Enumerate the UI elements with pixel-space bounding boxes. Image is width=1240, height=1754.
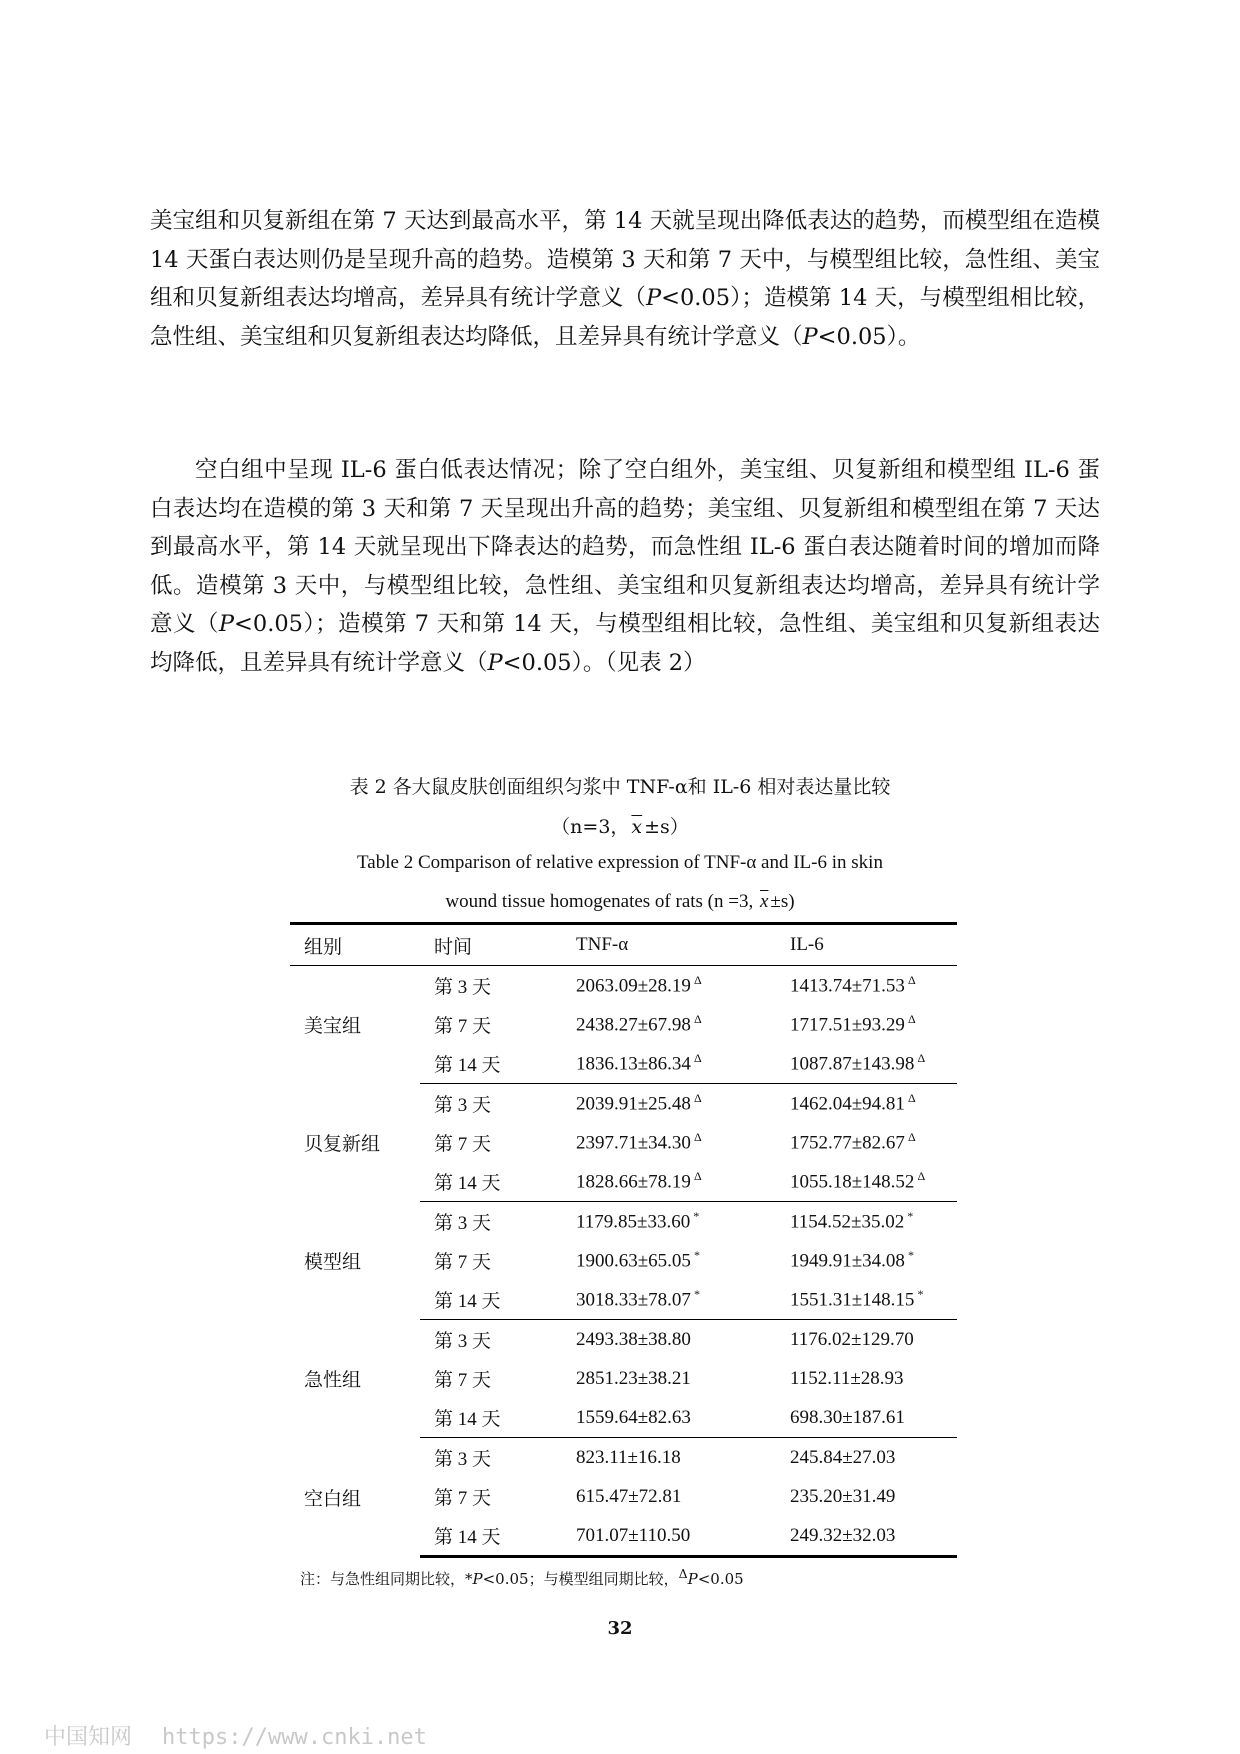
watermark-site: 中国知网 bbox=[44, 1725, 133, 1750]
group-name: 急性组 bbox=[304, 1370, 362, 1391]
group-name: 模型组 bbox=[304, 1252, 362, 1273]
il6-value: 1717.51±93.29 bbox=[790, 1014, 905, 1036]
p-value-symbol: P bbox=[645, 285, 662, 311]
tnf-cell bbox=[562, 1359, 776, 1398]
paragraph-text: 空白组中呈现 IL-6 蛋白低表达情况；除了空白组外，美宝组、贝复新组和模型组 IL-6 蛋白表达均在造模的第 3 天和第 7 天呈现出升高的趋势；美宝组、贝复新组和模型组在第 7 天达到最高水平，第 14 天就呈现出下降表达的趋势，而急性组 IL-6 蛋白表达随着时间的增加而降低。造模第 3 天中，与模型组比较，急性组、美宝组和贝复新组表达均增高，差异具有统计学意义（ bbox=[150, 457, 1100, 637]
time-cell: 第 7 天 bbox=[434, 1016, 492, 1037]
il6-cell bbox=[776, 1516, 957, 1557]
il6-value: 1462.04±94.81 bbox=[790, 1093, 905, 1115]
page-number: 32 bbox=[607, 1618, 633, 1639]
table-row bbox=[290, 966, 957, 1006]
significance-mark: Δ bbox=[693, 973, 702, 988]
table-caption-cn: 表 2 各大鼠皮肤创面组织匀浆中 TNF-α和 IL-6 相对表达量比较 bbox=[349, 776, 891, 798]
il6-value: 1752.77±82.67 bbox=[790, 1132, 905, 1154]
tnf-cell bbox=[562, 1516, 776, 1557]
group-section bbox=[290, 1202, 957, 1320]
time-cell: 第 7 天 bbox=[434, 1134, 492, 1155]
table-caption-en: Table 2 Comparison of relative expression of TNF-α and IL-6 in skin bbox=[357, 852, 883, 873]
il6-cell bbox=[776, 1123, 957, 1162]
group-name: 美宝组 bbox=[304, 1016, 362, 1038]
significance-mark: Δ bbox=[693, 1130, 702, 1145]
tnf-cell bbox=[562, 1005, 776, 1044]
il6-cell bbox=[776, 1005, 957, 1044]
significance-mark: Δ bbox=[693, 1051, 702, 1066]
time-cell: 第 14 天 bbox=[420, 1398, 562, 1438]
time-cell: 第 3 天 bbox=[434, 1331, 492, 1352]
time-cell: 第 7 天 bbox=[434, 1370, 492, 1391]
significance-mark: * bbox=[907, 1248, 914, 1263]
significance-mark: Δ bbox=[917, 1169, 926, 1184]
il6-value: 235.20±31.49 bbox=[790, 1485, 896, 1507]
time-cell: 第 7 天 bbox=[434, 1488, 492, 1509]
note-text: <0.05 bbox=[697, 1570, 744, 1588]
il6-value: 1949.91±34.08 bbox=[790, 1250, 905, 1272]
tnf-value: 1900.63±65.05 bbox=[576, 1250, 691, 1272]
note-text: 注：与急性组同期比较， bbox=[300, 1570, 466, 1588]
tnf-value: 701.07±110.50 bbox=[576, 1524, 691, 1546]
header-group: 组别 bbox=[290, 924, 420, 966]
group-section bbox=[290, 1084, 957, 1202]
il6-value: 245.84±27.03 bbox=[790, 1446, 896, 1468]
tnf-value: 2063.09±28.19 bbox=[576, 975, 691, 997]
tnf-cell bbox=[562, 1123, 776, 1162]
time-cell: 第 3 天 bbox=[434, 977, 492, 998]
tnf-value: 3018.33±78.07 bbox=[576, 1289, 691, 1311]
il6-value: 1176.02±129.70 bbox=[790, 1328, 914, 1350]
time-cell: 第 3 天 bbox=[434, 1095, 492, 1116]
significance-mark: Δ bbox=[907, 1130, 916, 1145]
table-row bbox=[290, 1084, 957, 1124]
il6-cell bbox=[776, 1477, 957, 1516]
tnf-cell bbox=[562, 966, 776, 1006]
tnf-value: 823.11±16.18 bbox=[576, 1446, 681, 1468]
significance-mark: Δ bbox=[693, 1169, 702, 1184]
significance-mark: Δ bbox=[693, 1012, 702, 1027]
il6-cell bbox=[776, 1359, 957, 1398]
paragraph-1 bbox=[150, 202, 1100, 356]
il6-value: 1154.52±35.02 bbox=[790, 1211, 905, 1233]
time-cell: 第 14 天 bbox=[420, 1162, 562, 1202]
tnf-cell bbox=[562, 1044, 776, 1084]
note-delta-mark: Δ bbox=[678, 1566, 688, 1581]
caption-text: ±s） bbox=[644, 816, 689, 838]
expression-table bbox=[290, 922, 957, 1558]
il6-cell bbox=[776, 1320, 957, 1360]
significance-mark: Δ bbox=[907, 1012, 916, 1027]
tnf-value: 2438.27±67.98 bbox=[576, 1014, 691, 1036]
time-cell: 第 14 天 bbox=[420, 1044, 562, 1084]
table-row bbox=[290, 1438, 957, 1478]
tnf-value: 1836.13±86.34 bbox=[576, 1053, 691, 1075]
il6-cell bbox=[776, 1241, 957, 1280]
header-il6: IL-6 bbox=[776, 924, 957, 966]
il6-value: 1551.31±148.15 bbox=[790, 1289, 915, 1311]
il6-value: 698.30±187.61 bbox=[790, 1406, 905, 1428]
significance-mark: Δ bbox=[907, 973, 916, 988]
table-row bbox=[290, 1202, 957, 1242]
time-cell: 第 14 天 bbox=[420, 1516, 562, 1557]
group-section bbox=[290, 966, 957, 1084]
paragraph-2 bbox=[150, 451, 1100, 682]
il6-cell bbox=[776, 1398, 957, 1438]
caption-text: （n=3， bbox=[551, 816, 630, 838]
tnf-cell bbox=[562, 1477, 776, 1516]
tnf-value: 1828.66±78.19 bbox=[576, 1171, 691, 1193]
significance-mark: * bbox=[693, 1248, 700, 1263]
tnf-cell bbox=[562, 1162, 776, 1202]
il6-value: 1087.87±143.98 bbox=[790, 1053, 915, 1075]
group-section bbox=[290, 1438, 957, 1557]
time-cell: 第 3 天 bbox=[434, 1449, 492, 1470]
significance-mark: * bbox=[917, 1287, 924, 1302]
table-row bbox=[290, 1320, 957, 1360]
mean-symbol: $\overline{x}$ bbox=[631, 816, 643, 838]
p-value-symbol: P bbox=[218, 611, 235, 637]
tnf-cell bbox=[562, 1084, 776, 1124]
p-value-symbol: P bbox=[802, 323, 818, 350]
note-star-mark: * bbox=[465, 1570, 473, 1588]
il6-cell bbox=[776, 1280, 957, 1320]
paragraph-text: <0.05）；造模第 14 天，与模型组相比较，急性组、美宝组和贝复新组表达均降低，且差异具有统计学意义（ bbox=[150, 285, 1100, 350]
paragraph-text: 美宝组和贝复新组在第 7 天达到最高水平，第 14 天就呈现出降低表达的趋势，而模型组在造模 14 天蛋白表达则仍是呈现升高的趋势。造模第 3 天和第 7 天中，与模型组比较，急性组、美宝组和贝复新组表达均增高，差异具有统计学意义（ bbox=[150, 208, 1100, 311]
il6-cell bbox=[776, 1084, 957, 1124]
il6-value: 1055.18±148.52 bbox=[790, 1171, 915, 1193]
tnf-cell bbox=[562, 1241, 776, 1280]
caption-text: wound tissue homogenates of rats (n =3, bbox=[445, 891, 758, 912]
il6-cell bbox=[776, 1438, 957, 1478]
p-value-symbol: P bbox=[687, 1570, 698, 1588]
group-name: 空白组 bbox=[304, 1488, 362, 1510]
time-cell: 第 3 天 bbox=[434, 1213, 492, 1234]
table-caption-cn-stats bbox=[250, 812, 990, 842]
significance-mark: Δ bbox=[907, 1091, 916, 1106]
mean-symbol: $\overline{x}$ bbox=[759, 891, 769, 912]
watermark bbox=[44, 1720, 427, 1751]
note-text: <0.05；与模型组同期比较， bbox=[482, 1570, 679, 1588]
p-value-symbol: P bbox=[487, 649, 503, 676]
table-note bbox=[300, 1562, 744, 1591]
tnf-value: 2493.38±38.80 bbox=[576, 1328, 691, 1350]
group-name: 贝复新组 bbox=[304, 1134, 381, 1155]
significance-mark: Δ bbox=[917, 1051, 926, 1066]
il6-value: 1413.74±71.53 bbox=[790, 975, 905, 997]
significance-mark: * bbox=[693, 1287, 700, 1302]
paragraph-text: <0.05）；造模第 7 天和第 14 天，与模型组相比较，急性组、美宝组和贝复新组表达均降低，且差异具有统计学意义（ bbox=[150, 611, 1100, 676]
tnf-cell bbox=[562, 1438, 776, 1478]
significance-mark: Δ bbox=[693, 1091, 702, 1106]
time-cell: 第 14 天 bbox=[420, 1280, 562, 1320]
il6-cell bbox=[776, 1162, 957, 1202]
table-caption-en-line2 bbox=[250, 887, 990, 917]
header-tnf: TNF-α bbox=[562, 924, 776, 966]
tnf-value: 1179.85±33.60 bbox=[576, 1211, 691, 1233]
time-cell: 第 7 天 bbox=[434, 1252, 492, 1273]
il6-value: 1152.11±28.93 bbox=[790, 1367, 904, 1389]
significance-mark: * bbox=[907, 1209, 914, 1224]
il6-cell bbox=[776, 1044, 957, 1084]
tnf-cell bbox=[562, 1202, 776, 1242]
header-time: 时间 bbox=[420, 924, 562, 966]
group-section bbox=[290, 1320, 957, 1438]
watermark-url: https://www.cnki.net bbox=[162, 1725, 427, 1750]
il6-cell bbox=[776, 1202, 957, 1242]
paragraph-text: <0.05）。（见表 2） bbox=[502, 649, 706, 676]
tnf-cell bbox=[562, 1398, 776, 1438]
table-header-row bbox=[290, 924, 957, 966]
tnf-cell bbox=[562, 1320, 776, 1360]
tnf-value: 2851.23±38.21 bbox=[576, 1367, 691, 1389]
tnf-value: 1559.64±82.63 bbox=[576, 1406, 691, 1428]
tnf-value: 2397.71±34.30 bbox=[576, 1132, 691, 1154]
caption-text: ±s) bbox=[770, 891, 795, 912]
paragraph-text: <0.05）。 bbox=[817, 323, 921, 350]
tnf-cell bbox=[562, 1280, 776, 1320]
tnf-value: 615.47±72.81 bbox=[576, 1485, 682, 1507]
tnf-value: 2039.91±25.48 bbox=[576, 1093, 691, 1115]
significance-mark: * bbox=[693, 1209, 700, 1224]
il6-value: 249.32±32.03 bbox=[790, 1524, 896, 1546]
il6-cell bbox=[776, 966, 957, 1006]
p-value-symbol: P bbox=[472, 1570, 483, 1588]
